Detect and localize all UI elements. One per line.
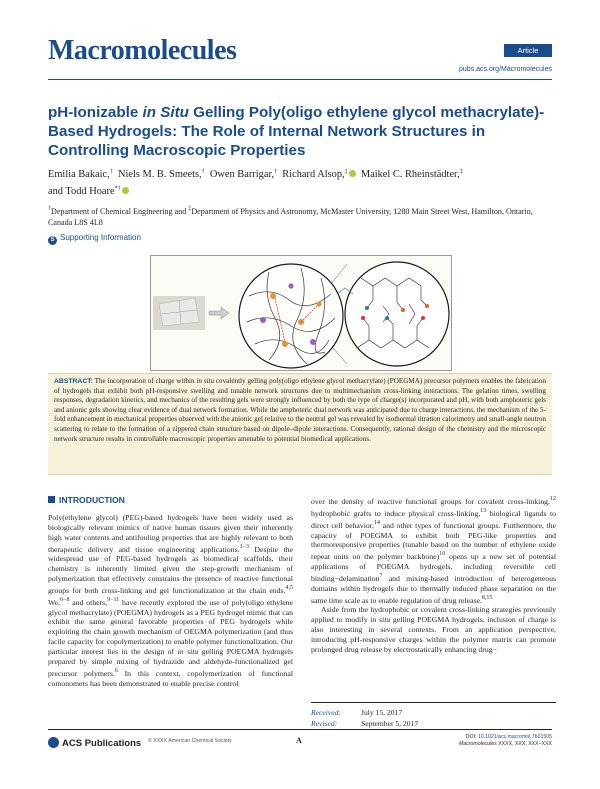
supporting-info-icon: S <box>48 236 57 245</box>
body-column-right <box>311 495 556 655</box>
paper-title: pH-Ionizable in Situ Gelling Poly(oligo ethylene glycol methacrylate)-Based Hydrogels: The Role of Internal Network Structures in Controlling Macroscopic Properties <box>48 104 545 159</box>
orcid-icon[interactable] <box>349 170 356 177</box>
citation-info: DOI: 10.1021/acs.macromol.7b01505 Macromolecules XXXX, XXX, XXX−XXX <box>459 734 552 747</box>
supporting-information-link[interactable]: S Supporting Information <box>48 233 141 245</box>
author: Richard Alsop, <box>282 169 345 180</box>
journal-url[interactable]: pubs.acs.org/Macromolecules <box>459 66 552 73</box>
orcid-icon[interactable] <box>122 187 129 194</box>
body-column-left <box>48 495 293 688</box>
acs-publications-logo[interactable]: ACS Publications <box>48 737 141 749</box>
header-rule <box>48 79 552 80</box>
footer-rule <box>48 729 552 730</box>
author: Maikel C. Rheinstädter, <box>360 169 460 180</box>
affiliations: †Department of Chemical Engineering and ‡Department of Physics and Astronomy, McMaster University, 1280 Main Street West, Hamilton, Ontario, Canada L8S 4L8 <box>48 206 533 227</box>
abstract: ABSTRACT: The incorporation of charge within in situ covalently gelling poly(oligo ethylene glycol methacrylate) (POEGMA) precursor polymers enables the fabrication of hydrogels that exhibit both pH-responsive swelling and tunable network structures due to multimechanism cross-linking interactions. The gelation times, swelling responses, degradation kinetics, and mechanics of the resulting gels were strongly influenced by both the type of charge(s) incorporated and pH, with both amphoteric gels and anionic gels showing clear evidence of dual network formation. While the amphoteric dual network was anticipated due to charge interactions, the mechanism of the 5-fold enhancement in mechanical properties observed with the anionic gel relative to the neutral gel was revealed by isothermal titration calorimetry and small-angle neutron scattering to relate to the formation of a zippered chain structure based on dipole–dipole interactions. Consequently, rational design of the chemistry and the microscopic network structure results in controllable macroscopic properties amenable to potential biomedical applications. <box>48 373 552 475</box>
toc-illustration <box>151 256 451 370</box>
article-type-badge: Article <box>504 44 552 57</box>
paragraph: Aside from the hydrophobic or covalent cross-linking strategies previously applied to modify in situ gelling POEGMA hydrogels, inclusion of charge is also interesting in several contexts. From an application perspective, introducing pH-responsive charges within the polymer matrix can promote prolonged drug release by electrostatically enhancing drug− <box>311 605 556 654</box>
toc-graphic <box>150 255 452 371</box>
page-number: A <box>296 736 302 745</box>
journal-logo: Macromolecules <box>48 35 237 66</box>
copyright: © XXXX American Chemical Society <box>148 738 232 744</box>
author-list: Emilia Bakaic,† Niels M. B. Smeets,† Owen Barrigar,† Richard Alsop,‡ Maikel C. Rheinstädter,‡ and Todd Hoare*† <box>48 169 463 197</box>
author: Owen Barrigar, <box>209 169 275 180</box>
section-heading-introduction: INTRODUCTION <box>48 495 293 506</box>
publication-dates: Received: July 15, 2017 Revised: September 5, 2017 <box>311 702 556 729</box>
author: and Todd Hoare <box>48 186 115 197</box>
doi-link[interactable]: 10.1021/acs.macromol.7b01505 <box>477 734 552 740</box>
paragraph: over the density of reactive functional groups for covalent cross-linking,$^{12}$ hydrophobic grafts to induce physical cross-linking,$^{13}$ biological ligands to direct cell behavior,$^{14}$ and other types of functional groups. Furthermore, the capacity of POEGMA to exhibit both PEG-like properties and thermoresponsive properties (tunable based on the number of ethylene oxide repeat units on the polymer backbone)$^{10}$ opens up a new set of potential applications of POEGMA hydrogels, including reversible cell binding−delamination$^7$ and mixing-based introduction of heterogeneous domains within hydrogels due to thermally induced phase separation on the same time scale as to enable regulation of drug release.$^{8,15}$ <box>311 496 556 605</box>
acs-logo-icon <box>48 737 59 748</box>
author: Emilia Bakaic, <box>48 169 110 180</box>
author: Niels M. B. Smeets, <box>117 169 202 180</box>
paragraph: Poly(ethylene glycol) (PEG)-based hydrogels have been widely used as biologically relevant mimics of native human tissues given their inherently high water contents and antifouling properties that are highly relevant to both therapeutic delivery and tissue engineering applications.$^{1-3}$ Despite the widespread use of PEG-based hydrogels as biomedical scaffolds, their chemistry is inherently limited given the step-growth mechanism of polymerization that effectively constrains the presence of reactive functional groups for both cross-linking and gel functionalization at the chain ends.$^{4,5}$ We,$^{6-8}$ and others,$^{9-11}$ have recently explored the use of poly(oligo ethylene glycol methacrylate) (POEGMA) hydrogels as a PEG hydrogel mimic that can exhibit the same general favorable properties of PEG hydrogels while exploiting the chain growth mechanism of OEGMA polymerization (and thus facile capacity for copolymerization) to enable polymer functionalization. Our particular interest lies in the design of in situ gelling POEGMA hydrogels prepared by simple mixing of hydrazide and aldehyde-functionalized gel precursor polymers.$^6$ In this context, copolymerization of functional comonomers has been demonstrated to enable precise control <box>48 513 294 688</box>
section-bullet-icon <box>48 496 55 503</box>
